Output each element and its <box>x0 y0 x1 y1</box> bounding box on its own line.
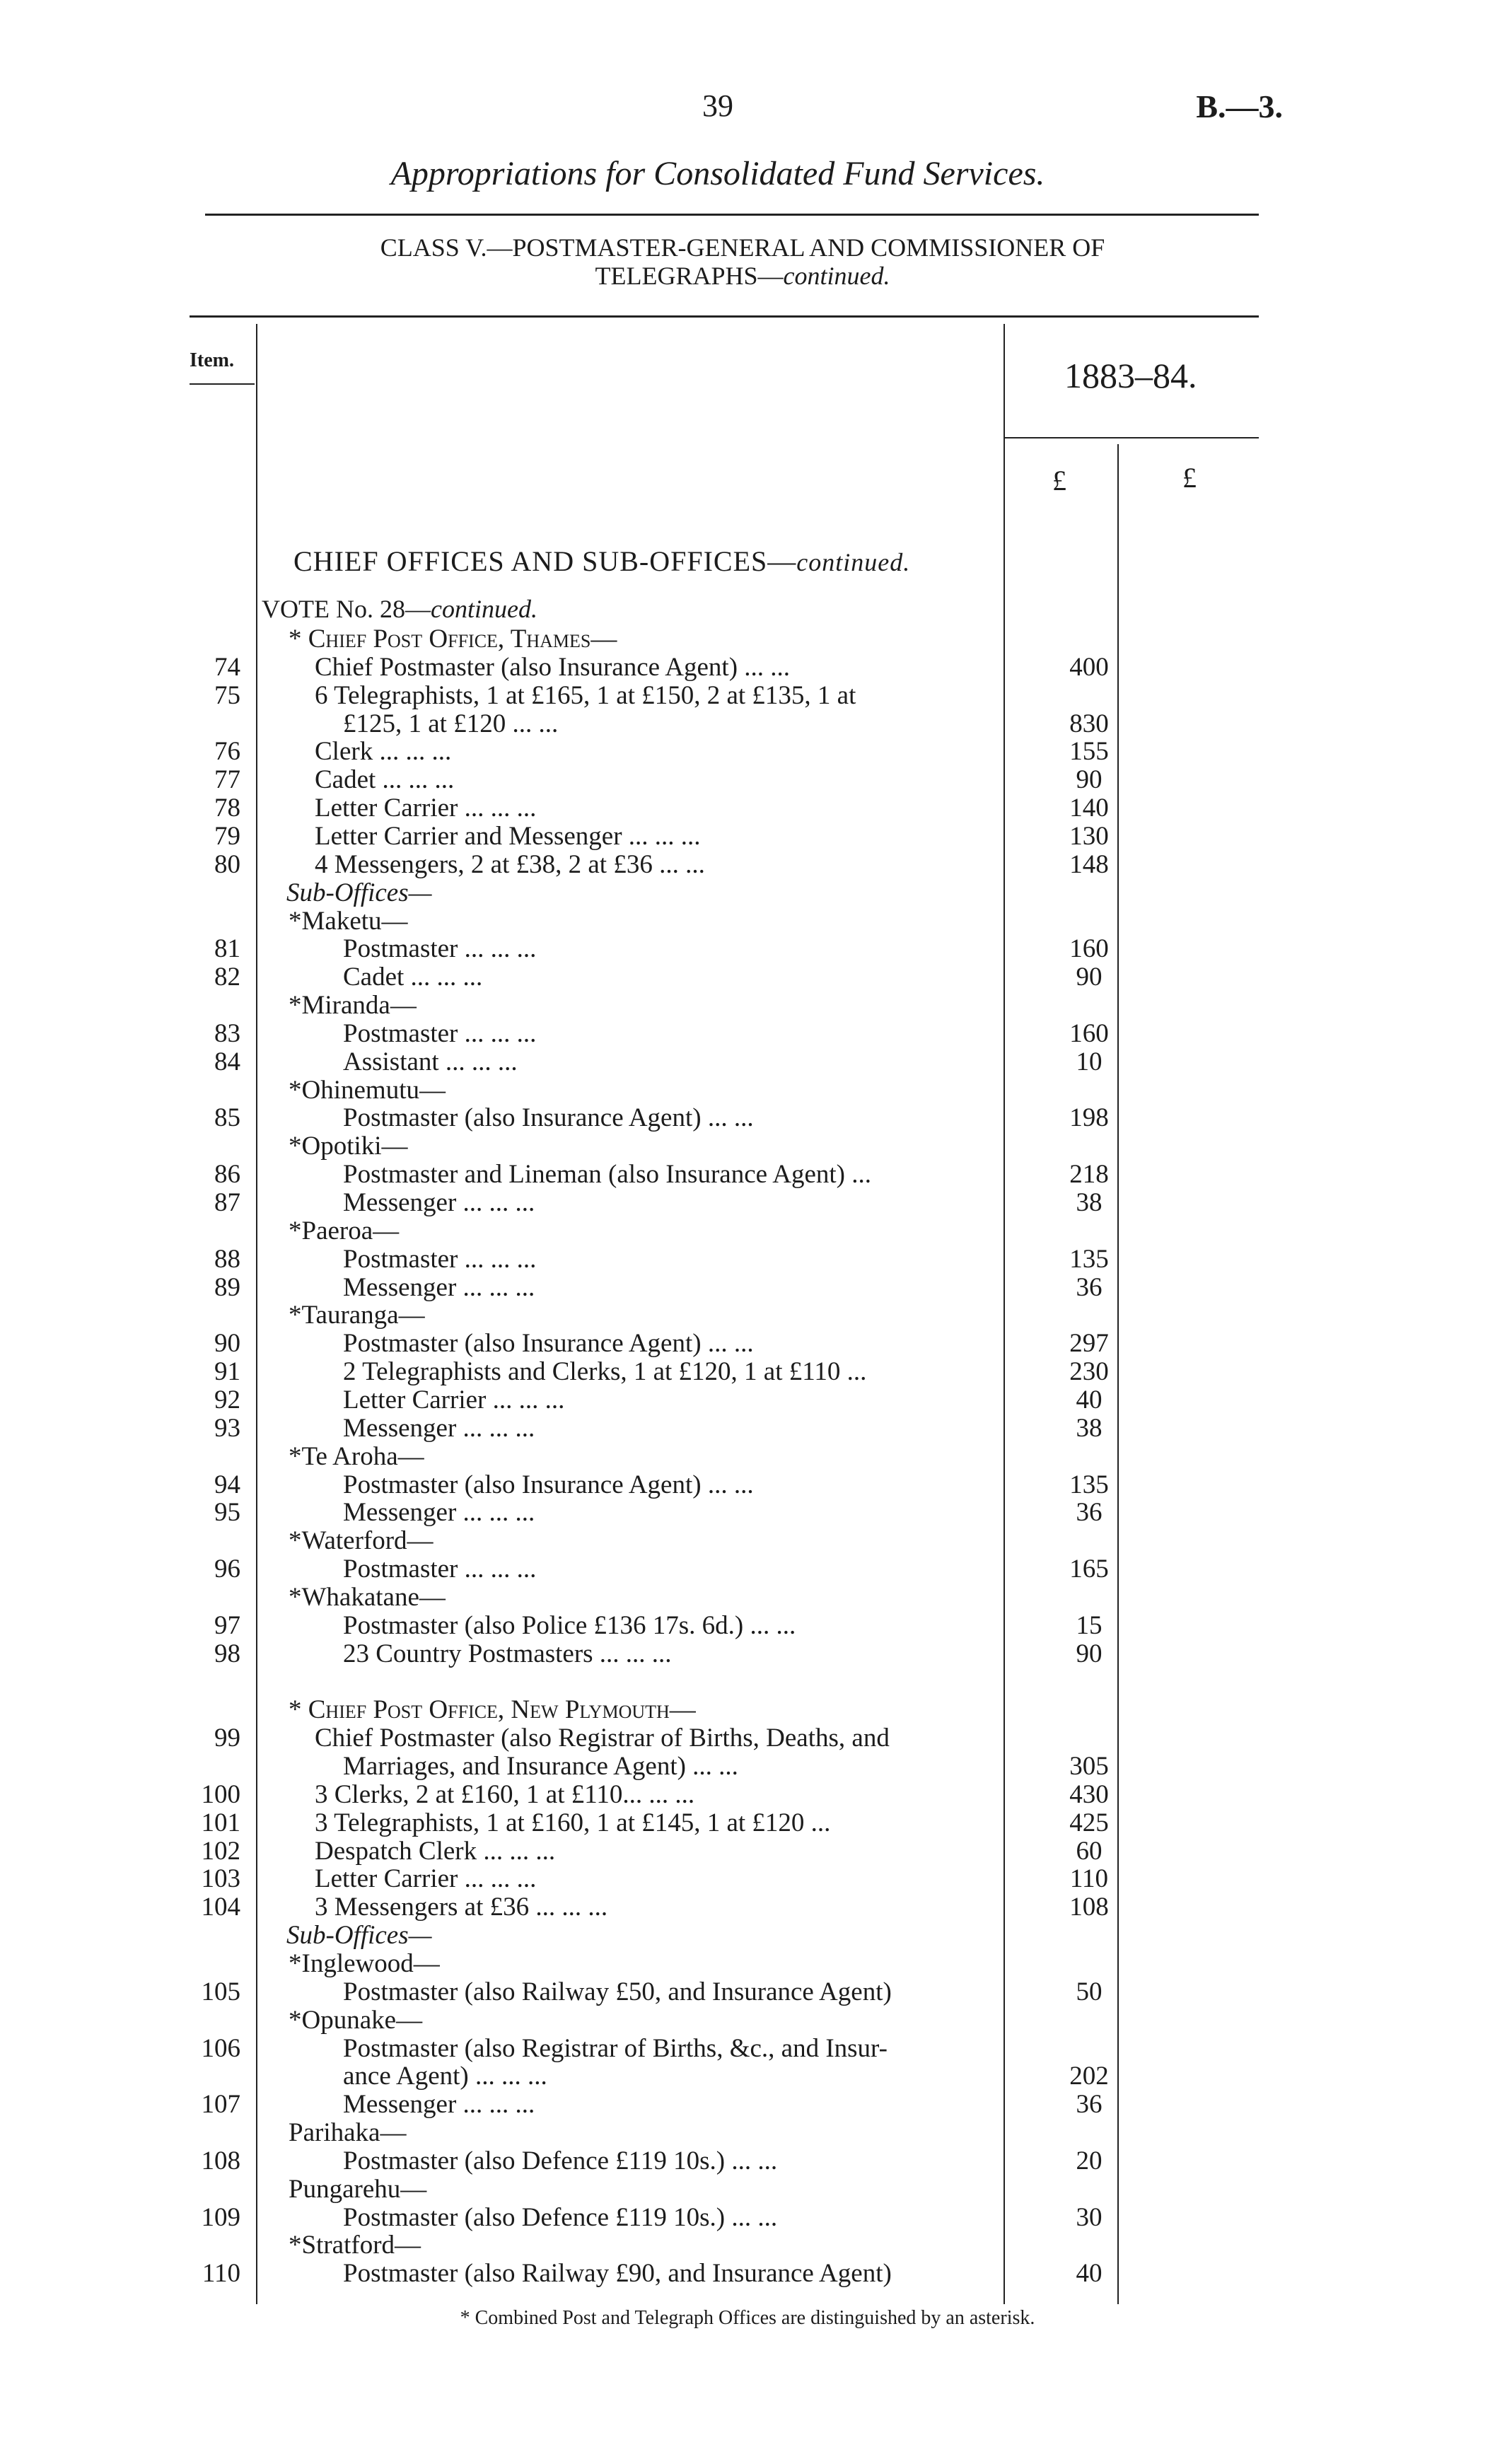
item-number: 100 <box>201 1779 240 1809</box>
item-amount: 30 <box>1076 2202 1103 2232</box>
item-number: 77 <box>214 765 240 795</box>
vote-heading-main: VOTE No. 28— <box>262 595 431 623</box>
table-row <box>0 1978 1495 2006</box>
table-row <box>0 1696 1495 1724</box>
table-row <box>0 1922 1495 1950</box>
item-amount: 425 <box>1069 1808 1109 1837</box>
pound-sign-1: £ <box>1052 465 1066 496</box>
item-number: 107 <box>201 2090 240 2120</box>
table-row <box>0 2147 1495 2175</box>
item-description: Postmaster (also Insurance Agent) ... ... <box>343 1330 754 1359</box>
table-row <box>0 992 1495 1020</box>
table-row <box>0 963 1495 992</box>
section-heading <box>293 545 910 578</box>
item-amount: 36 <box>1076 1272 1103 1302</box>
item-number: 75 <box>214 680 240 710</box>
table-row <box>0 1132 1495 1161</box>
item-number: 104 <box>201 1893 240 1922</box>
item-amount: 140 <box>1069 794 1109 823</box>
table-row <box>0 738 1495 766</box>
table-row <box>0 682 1495 710</box>
section-heading-main: CHIEF OFFICES AND SUB-OFFICES— <box>293 545 797 577</box>
item-amount: 90 <box>1076 1639 1103 1668</box>
item-amount: 400 <box>1069 652 1109 682</box>
table-row <box>0 1330 1495 1358</box>
item-description: * Chief Post Office, Thames— <box>289 625 617 653</box>
table-row <box>0 2260 1495 2288</box>
item-number: 97 <box>214 1610 240 1640</box>
item-description: Assistant ... ... ... <box>343 1047 518 1076</box>
item-number: 90 <box>214 1329 240 1359</box>
table-row <box>0 1865 1495 1893</box>
item-description: Letter Carrier ... ... ... <box>315 794 537 823</box>
page-title: Appropriations for Consolidated Fund Services. <box>390 155 1045 192</box>
pound-sign-2: £ <box>1182 462 1197 494</box>
table-row <box>0 2175 1495 2204</box>
table-row <box>0 1583 1495 1612</box>
item-amount: 297 <box>1069 1329 1109 1359</box>
item-description: Postmaster (also Registrar of Births, &c., and Insur- <box>343 2034 888 2063</box>
item-amount: 60 <box>1076 1836 1103 1866</box>
item-number: 86 <box>214 1160 240 1190</box>
item-number: 78 <box>214 794 240 823</box>
class-heading-line2-main: TELEGRAPHS— <box>595 262 784 290</box>
table-row <box>0 1443 1495 1471</box>
item-number: 80 <box>214 849 240 879</box>
table-row <box>0 907 1495 936</box>
table-row <box>0 1274 1495 1302</box>
item-amount: 50 <box>1076 1977 1103 2006</box>
table-row <box>0 2006 1495 2035</box>
item-column-header: Item. <box>190 349 234 371</box>
footnote: * Combined Post and Telegraph Offices are distinguished by an asterisk. <box>460 2307 1035 2329</box>
item-number: 85 <box>214 1103 240 1133</box>
item-number: 98 <box>214 1639 240 1668</box>
item-header-underline <box>190 383 255 385</box>
table-row <box>0 1527 1495 1555</box>
item-amount: 38 <box>1076 1413 1103 1443</box>
item-description: Letter Carrier ... ... ... <box>343 1385 565 1414</box>
table-row <box>0 1161 1495 1189</box>
item-description: *Maketu— <box>289 907 408 936</box>
table-row <box>0 823 1495 851</box>
vote-heading-suffix: continued. <box>430 595 537 623</box>
table-row <box>0 794 1495 823</box>
item-description: 23 Country Postmasters ... ... ... <box>343 1639 672 1668</box>
item-description: 2 Telegraphists and Clerks, 1 at £120, 1 at £110 ... <box>343 1358 867 1387</box>
item-amount: 202 <box>1069 2062 1109 2091</box>
item-number: 89 <box>214 1272 240 1302</box>
item-description: Chief Postmaster (also Registrar of Births, Deaths, and <box>315 1724 890 1753</box>
item-description: Letter Carrier ... ... ... <box>315 1865 537 1894</box>
item-description: *Miranda— <box>289 992 417 1021</box>
table-row <box>0 1104 1495 1132</box>
item-amount: 218 <box>1069 1160 1109 1190</box>
item-description: Clerk ... ... ... <box>315 738 452 767</box>
item-description: 3 Clerks, 2 at £160, 1 at £110... ... ... <box>315 1780 695 1809</box>
item-number: 91 <box>214 1357 240 1387</box>
item-number: 109 <box>201 2202 240 2232</box>
item-number: 99 <box>214 1724 240 1753</box>
item-description: Postmaster (also Railway £50, and Insurance Agent) <box>343 1977 892 2006</box>
item-description: Pungarehu— <box>289 2175 427 2204</box>
item-description: Sub-Offices— <box>286 1922 432 1951</box>
item-description: *Opunake— <box>289 2006 423 2035</box>
item-amount: 160 <box>1069 934 1109 964</box>
item-amount: 430 <box>1069 1779 1109 1809</box>
table-row <box>0 625 1495 653</box>
table-row <box>0 1301 1495 1330</box>
item-number: 87 <box>214 1188 240 1217</box>
item-description: Messenger ... ... ... <box>343 1499 535 1528</box>
item-amount: 305 <box>1069 1752 1109 1781</box>
item-description: *Paeroa— <box>289 1216 400 1245</box>
table-row <box>0 1893 1495 1922</box>
item-description: Messenger ... ... ... <box>343 1189 535 1217</box>
page-number: 39 <box>702 88 733 123</box>
item-description: Postmaster ... ... ... <box>343 1555 537 1584</box>
item-amount: 160 <box>1069 1018 1109 1048</box>
item-amount: 165 <box>1069 1554 1109 1584</box>
item-amount: 155 <box>1069 737 1109 767</box>
item-description: Letter Carrier and Messenger ... ... ... <box>315 822 701 851</box>
item-amount: 110 <box>1069 1864 1109 1894</box>
item-description: Postmaster (also Insurance Agent) ... ... <box>343 1104 754 1133</box>
table-row <box>0 2062 1495 2091</box>
table-row <box>0 1245 1495 1274</box>
item-amount: 40 <box>1076 2259 1103 2289</box>
table-row <box>0 1724 1495 1753</box>
item-description: Postmaster (also Insurance Agent) ... ... <box>343 1470 754 1499</box>
item-description: Despatch Clerk ... ... ... <box>315 1837 556 1866</box>
item-description: *Whakatane— <box>289 1583 446 1612</box>
item-number: 94 <box>214 1470 240 1499</box>
item-description: Sub-Offices— <box>286 878 432 907</box>
document-reference: B.—3. <box>1196 88 1283 124</box>
item-number: 88 <box>214 1244 240 1274</box>
table-row <box>0 1499 1495 1527</box>
table-row <box>0 2231 1495 2260</box>
item-description: Postmaster (also Police £136 17s. 6d.) ... ... <box>343 1611 796 1640</box>
item-description: 4 Messengers, 2 at £38, 2 at £36 ... ... <box>315 850 705 879</box>
item-amount: 135 <box>1069 1470 1109 1499</box>
item-number: 95 <box>214 1498 240 1528</box>
class-heading-line2 <box>212 262 1273 290</box>
item-description: Postmaster (also Defence £119 10s.) ... ... <box>343 2146 778 2175</box>
item-description: *Opotiki— <box>289 1132 408 1161</box>
table-row <box>0 1189 1495 1217</box>
item-description: Parihaka— <box>289 2119 407 2148</box>
class-heading <box>212 233 1273 290</box>
table-row <box>0 1950 1495 1978</box>
table-row <box>0 2035 1495 2063</box>
item-number: 76 <box>214 737 240 767</box>
table-row <box>0 1753 1495 1781</box>
item-description: 3 Messengers at £36 ... ... ... <box>315 1893 608 1922</box>
item-description: Chief Postmaster (also Insurance Agent) ... ... <box>315 653 791 682</box>
table-row <box>0 653 1495 682</box>
table-row <box>0 1020 1495 1048</box>
year-header: 1883–84. <box>1064 356 1197 395</box>
table-row <box>0 1414 1495 1443</box>
item-amount: 20 <box>1076 2146 1103 2175</box>
table-row <box>0 1640 1495 1668</box>
table-row <box>0 2091 1495 2119</box>
item-number: 108 <box>201 2146 240 2175</box>
item-description: *Stratford— <box>289 2231 421 2260</box>
table-row <box>0 1048 1495 1076</box>
table-row <box>0 1612 1495 1640</box>
item-description: Messenger ... ... ... <box>343 1273 535 1302</box>
table-row <box>0 1358 1495 1386</box>
item-number: 81 <box>214 934 240 964</box>
item-number: 105 <box>201 1977 240 2006</box>
item-description: *Tauranga— <box>289 1301 425 1330</box>
section-heading-suffix: continued. <box>796 548 911 576</box>
item-amount: 108 <box>1069 1893 1109 1922</box>
item-number: 101 <box>201 1808 240 1837</box>
item-description: *Te Aroha— <box>289 1442 424 1471</box>
item-number: 79 <box>214 821 240 851</box>
item-number: 84 <box>214 1047 240 1076</box>
item-description: Messenger ... ... ... <box>343 2091 535 2120</box>
item-description: Postmaster (also Defence £119 10s.) ... ... <box>343 2203 778 2232</box>
item-description: Postmaster (also Railway £90, and Insurance Agent) <box>343 2260 892 2289</box>
item-amount: 230 <box>1069 1357 1109 1387</box>
item-number: 74 <box>214 652 240 682</box>
item-number: 83 <box>214 1018 240 1048</box>
table-row <box>0 766 1495 794</box>
item-number: 102 <box>201 1836 240 1866</box>
table-row <box>0 851 1495 879</box>
item-amount: 130 <box>1069 821 1109 851</box>
table-row <box>0 1837 1495 1866</box>
table-row <box>0 2119 1495 2147</box>
table-row <box>0 879 1495 907</box>
item-description: Cadet ... ... ... <box>343 963 483 992</box>
item-amount: 198 <box>1069 1103 1109 1133</box>
item-number: 106 <box>201 2033 240 2063</box>
item-description: £125, 1 at £120 ... ... <box>343 709 559 738</box>
item-amount: 10 <box>1076 1047 1103 1076</box>
classhead-rule <box>190 315 1259 318</box>
item-amount: 36 <box>1076 1498 1103 1528</box>
table-row <box>0 935 1495 963</box>
item-description: ance Agent) ... ... ... <box>343 2062 547 2091</box>
table-row <box>0 1809 1495 1837</box>
item-number: 103 <box>201 1864 240 1894</box>
item-amount: 38 <box>1076 1188 1103 1217</box>
title-rule <box>205 214 1259 216</box>
item-number: 92 <box>214 1385 240 1414</box>
table-row <box>0 1781 1495 1809</box>
item-description: Cadet ... ... ... <box>315 766 455 795</box>
item-number: 82 <box>214 963 240 992</box>
vote-heading <box>262 594 537 624</box>
table-row <box>0 1668 1495 1696</box>
item-amount: 830 <box>1069 709 1109 738</box>
item-description: 6 Telegraphists, 1 at £165, 1 at £150, 2 at £135, 1 at <box>315 681 856 710</box>
item-description: Messenger ... ... ... <box>343 1414 535 1443</box>
item-description: Marriages, and Insurance Agent) ... ... <box>343 1753 738 1781</box>
table-row <box>0 1076 1495 1105</box>
item-description: Postmaster ... ... ... <box>343 1245 537 1274</box>
year-underline <box>1005 437 1259 438</box>
item-description: Postmaster ... ... ... <box>343 935 537 964</box>
item-amount: 15 <box>1076 1610 1103 1640</box>
item-description: 3 Telegraphists, 1 at £160, 1 at £145, 1 at £120 ... <box>315 1808 831 1837</box>
item-number: 96 <box>214 1554 240 1584</box>
item-amount: 90 <box>1076 963 1103 992</box>
item-description: *Inglewood— <box>289 1949 440 1978</box>
table-row <box>0 1217 1495 1245</box>
item-amount: 40 <box>1076 1385 1103 1414</box>
item-description: Postmaster and Lineman (also Insurance Agent) ... <box>343 1161 871 1190</box>
table-row <box>0 1386 1495 1414</box>
item-number: 93 <box>214 1413 240 1443</box>
table-row <box>0 1555 1495 1583</box>
table-row <box>0 710 1495 738</box>
item-description: *Ohinemutu— <box>289 1076 446 1105</box>
table-row <box>0 1471 1495 1499</box>
item-description: Postmaster ... ... ... <box>343 1019 537 1048</box>
item-amount: 90 <box>1076 765 1103 795</box>
item-description: * Chief Post Office, New Plymouth— <box>289 1696 696 1725</box>
item-amount: 148 <box>1069 849 1109 879</box>
table-row <box>0 2204 1495 2232</box>
class-heading-line2-suffix: continued. <box>783 262 890 290</box>
item-description: *Waterford— <box>289 1527 434 1556</box>
item-number: 110 <box>202 2259 240 2289</box>
item-amount: 135 <box>1069 1244 1109 1274</box>
item-amount: 36 <box>1076 2090 1103 2120</box>
class-heading-line1: CLASS V.—POSTMASTER-GENERAL AND COMMISSIONER OF <box>380 233 1105 262</box>
